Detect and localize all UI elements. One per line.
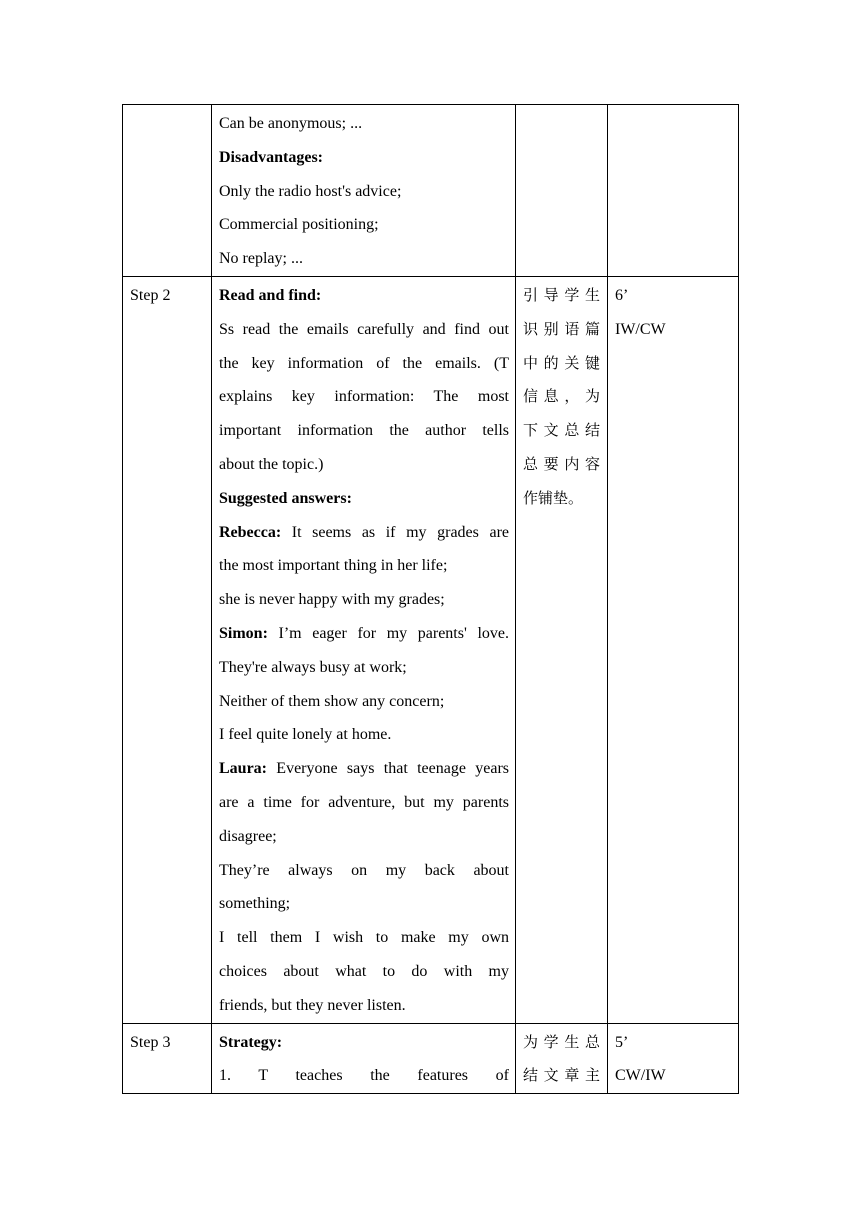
time-cell <box>608 105 739 277</box>
answer-line: I feel quite lonely at home. <box>219 726 392 744</box>
activity-heading: Read and find: <box>219 286 322 304</box>
step-cell <box>123 276 212 1023</box>
time-value: 5’ <box>615 1033 629 1051</box>
activity-cell <box>212 105 516 277</box>
activity-line: 1. T teaches the features of <box>219 1067 509 1085</box>
activity-line: No replay; ... <box>219 250 303 268</box>
answer-line: I tell them I wish to make my own <box>219 929 509 947</box>
answer-line: Rebecca: It seems as if my grades are <box>219 523 509 541</box>
answer-line: she is never happy with my grades; <box>219 591 445 609</box>
answer-line: They’re always on my back about <box>219 861 509 879</box>
answer-line: Simon: I’m eager for my parents' love. <box>219 624 509 642</box>
lesson-plan-table <box>122 104 739 1094</box>
table-row <box>123 276 739 1023</box>
activity-line: Only the radio host's advice; <box>219 182 402 200</box>
purpose-line: 信息，为 <box>523 387 600 406</box>
step-cell <box>123 1023 212 1094</box>
purpose-line: 总要内容 <box>523 454 600 473</box>
activity-cell <box>212 276 516 1023</box>
answer-line: They're always busy at work; <box>219 658 407 676</box>
time-cell <box>608 1023 739 1094</box>
activity-line: the key information of the emails. (T <box>219 354 509 372</box>
step-cell <box>123 105 212 277</box>
answer-line: friends, but they never listen. <box>219 996 406 1014</box>
activity-cell <box>212 1023 516 1094</box>
activity-line: Ss read the emails carefully and find out <box>219 320 509 338</box>
purpose-line: 引导学生 <box>523 285 600 304</box>
answer-line: disagree; <box>219 827 277 845</box>
answers-heading: Suggested answers: <box>219 489 352 507</box>
purpose-line: 作铺垫。 <box>523 488 584 507</box>
answer-line: the most important thing in her life; <box>219 557 448 575</box>
activity-heading: Strategy: <box>219 1033 283 1051</box>
activity-line: explains key information: The most <box>219 388 509 406</box>
table-row <box>123 1023 739 1094</box>
mode-value: CW/IW <box>615 1067 666 1085</box>
purpose-cell <box>516 105 608 277</box>
purpose-line: 中的关键 <box>523 353 600 372</box>
answer-line: Neither of them show any concern; <box>219 692 445 710</box>
table-row <box>123 105 739 277</box>
purpose-line: 下文总结 <box>523 421 600 440</box>
step-label: Step 3 <box>130 1033 171 1051</box>
answer-line: are a time for adventure, but my parents <box>219 793 509 811</box>
purpose-line: 为学生总 <box>523 1032 600 1051</box>
purpose-line: 识别语篇 <box>523 319 600 338</box>
activity-line: important information the author tells <box>219 422 509 440</box>
step-label: Step 2 <box>130 286 171 304</box>
activity-line: Can be anonymous; ... <box>219 115 363 132</box>
purpose-cell <box>516 276 608 1023</box>
answer-line: Laura: Everyone says that teenage years <box>219 760 509 778</box>
activity-line: Commercial positioning; <box>219 216 379 234</box>
time-value: 6’ <box>615 286 629 304</box>
activity-line: about the topic.) <box>219 455 324 473</box>
answer-line: choices about what to do with my <box>219 962 509 980</box>
mode-value: IW/CW <box>615 320 666 338</box>
purpose-line: 结文章主 <box>523 1066 600 1085</box>
time-cell <box>608 276 739 1023</box>
disadvantages-heading: Disadvantages: <box>219 148 324 166</box>
answer-line: something; <box>219 895 291 913</box>
purpose-cell <box>516 1023 608 1094</box>
